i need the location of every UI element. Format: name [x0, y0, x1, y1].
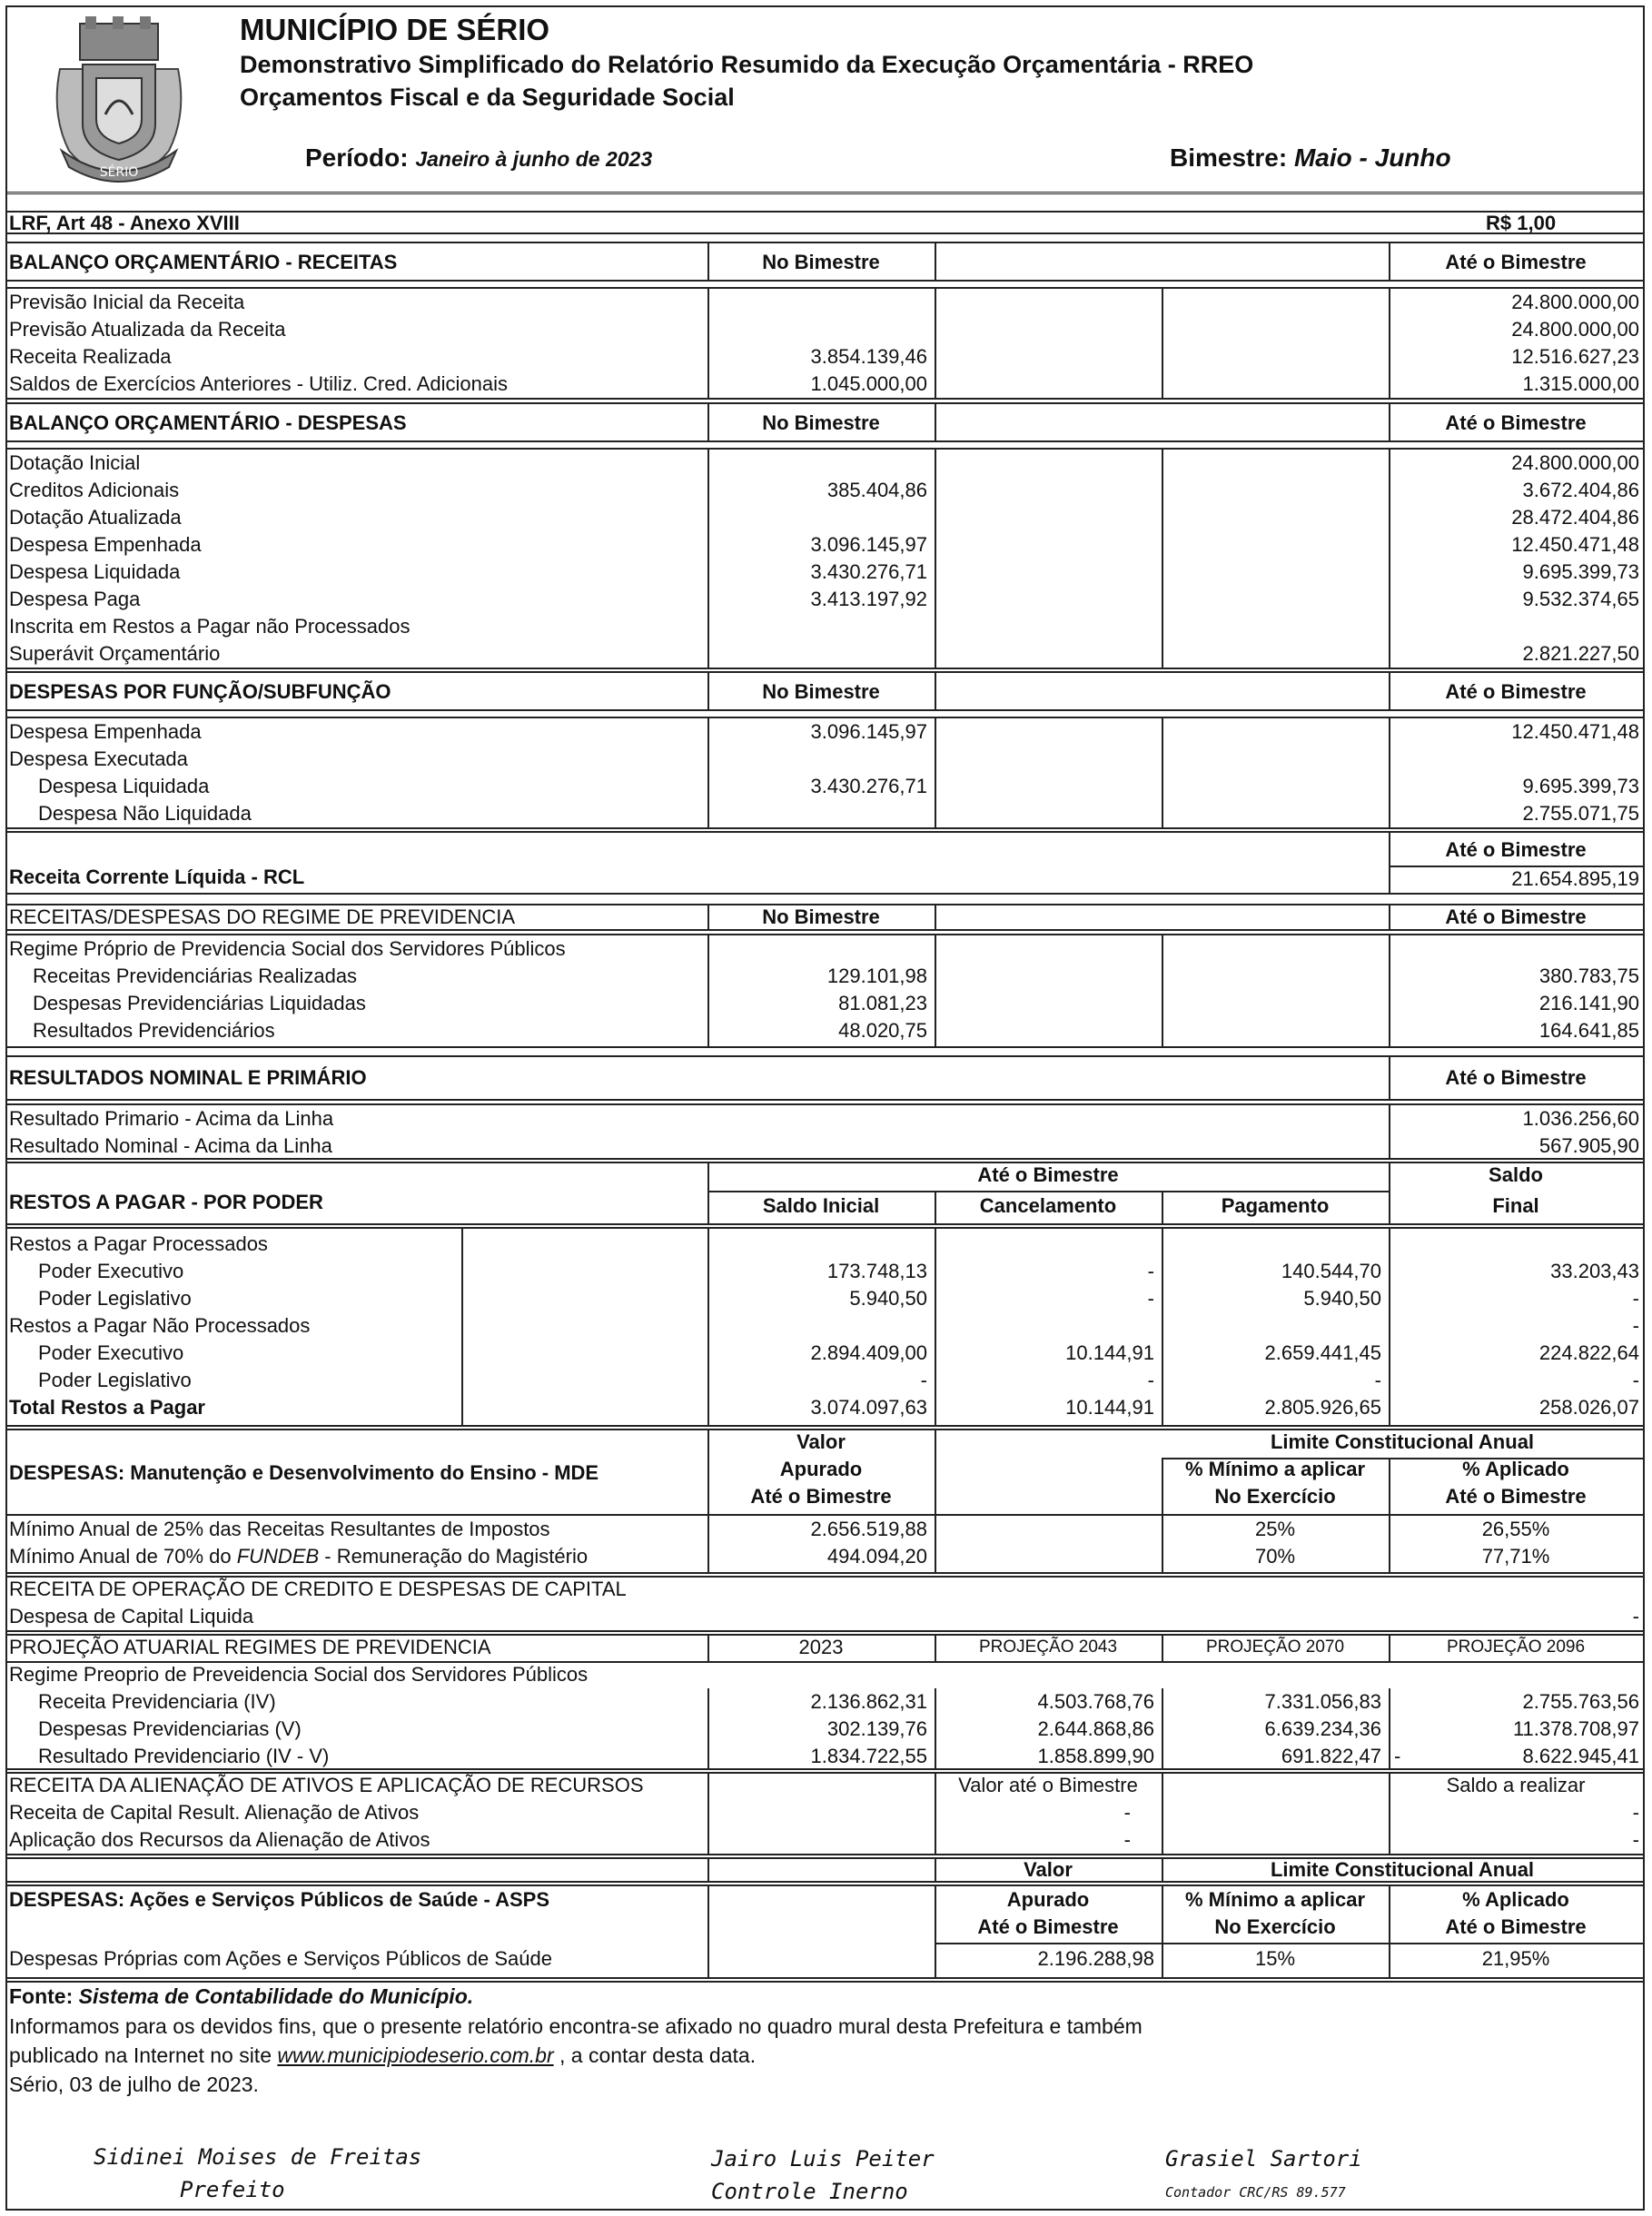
site-link[interactable]: www.municipiodeserio.com.br — [277, 2043, 554, 2067]
funcao-row-no-bimestre: 3.096.145,97 — [810, 720, 927, 743]
mde-min-h2: No Exercício — [1214, 1485, 1336, 1508]
bimestre-value: Maio - Junho — [1293, 143, 1451, 172]
alienacao-valor-h: Valor até o Bimestre — [958, 1774, 1138, 1796]
receitas-row-label: Saldos de Exercícios Anteriores - Utiliz. Cred. Adicionais — [9, 372, 509, 395]
alienacao-row1-valor: - — [1123, 1801, 1131, 1824]
projecao-row-value: 8.622.945,41 — [1522, 1745, 1639, 1767]
mde-row2-label: Mínimo Anual de 70% do FUNDEB - Remuneração do Magistério — [9, 1545, 589, 1568]
alienacao-row2-valor: - — [1123, 1828, 1131, 1851]
resultados-header — [5, 1055, 1645, 1101]
despesas-row-no-bimestre — [707, 504, 927, 531]
col-ate-bimestre: Até o Bimestre — [1445, 905, 1587, 928]
receitas-row-ate-bimestre: 24.800.000,00 — [1511, 291, 1639, 313]
projecao-row-value: 2.644.868,86 — [1037, 1717, 1154, 1740]
asps-section — [5, 1885, 1645, 1979]
funcao-row-no-bimestre — [707, 800, 927, 827]
rcl-title: Receita Corrente Líquida - RCL — [9, 866, 305, 888]
municipality-title: MUNICÍPIO DE SÉRIO — [240, 13, 550, 46]
despesas-row-label: Inscrita em Restos a Pagar não Processados — [9, 615, 411, 638]
restos-title: RESTOS A PAGAR - POR PODER — [9, 1191, 323, 1213]
proj-col-2023: 2023 — [798, 1636, 844, 1658]
prev-table — [5, 934, 1645, 1048]
despesas-row-ate-bimestre: 24.800.000,00 — [1511, 451, 1639, 474]
resultados-table — [5, 1103, 1645, 1160]
despesas-title: BALANÇO ORÇAMENTÁRIO - DESPESAS — [9, 411, 407, 434]
period-value: Janeiro à junho de 2023 — [415, 147, 653, 171]
restos-row-label: Poder Legislativo — [38, 1369, 192, 1391]
footer-line1: Informamos para os devidos fins, que o presente relatório encontra-se afixado no quadro mural desta Prefeitura e também — [9, 2014, 1143, 2038]
col-no-bimestre: No Bimestre — [762, 680, 880, 703]
projecao-row-value: 1.834.722,55 — [810, 1745, 927, 1767]
despesas-row-ate-bimestre — [1389, 613, 1639, 640]
projecao-row-value: 1.858.899,90 — [1037, 1745, 1154, 1767]
asps-row-min: 15% — [1254, 1947, 1296, 1970]
mde-row1-apl: 26,55% — [1481, 1518, 1550, 1540]
alienacao-section — [5, 1772, 1645, 1855]
mde-row2-apl: 77,71% — [1481, 1545, 1550, 1568]
col-saldo-final: Final — [1492, 1194, 1539, 1217]
funcao-row-ate-bimestre: 9.695.399,73 — [1522, 775, 1639, 797]
projecao-row-value: 11.378.708,97 — [1512, 1717, 1639, 1740]
asps-row-valor: 2.196.288,98 — [1037, 1947, 1154, 1970]
asps-row-label: Despesas Próprias com Ações e Serviços Públicos de Saúde — [9, 1947, 552, 1970]
prev-row-no-bimestre: 48.020,75 — [838, 1019, 927, 1042]
receitas-title: BALANÇO ORÇAMENTÁRIO - RECEITAS — [9, 251, 398, 273]
alienacao-row2-label: Aplicação dos Recursos da Alienação de Ativos — [9, 1828, 430, 1851]
bimestre-label: Bimestre: — [1170, 143, 1288, 172]
despesas-row-no-bimestre: 3.096.145,97 — [810, 533, 927, 556]
restos-row-label: Restos a Pagar Não Processados — [9, 1314, 311, 1337]
mde-apl-h: % Aplicado — [1462, 1458, 1569, 1480]
report-subtitle: Demonstrativo Simplificado do Relatório Resumido da Execução Orçamentária - RREO — [240, 51, 1254, 78]
signature-controle-role: Controle Inerno — [711, 2179, 908, 2204]
restos-row-label: Poder Executivo — [38, 1260, 184, 1282]
funcao-row-label: Despesa Executada — [9, 747, 188, 770]
despesas-row-no-bimestre: 3.413.197,92 — [810, 588, 927, 610]
period-label: Período: — [305, 143, 409, 172]
receitas-row-label: Previsão Inicial da Receita — [9, 291, 245, 313]
despesas-row-ate-bimestre: 3.672.404,86 — [1522, 479, 1639, 501]
projecao-row-value: 6.639.234,36 — [1264, 1717, 1381, 1740]
projecao-neg-sign: - — [1394, 1745, 1401, 1767]
despesas-row-ate-bimestre: 9.695.399,73 — [1522, 560, 1639, 583]
restos-row-label: Poder Legislativo — [38, 1287, 192, 1310]
restos-row-value: 33.203,43 — [1550, 1260, 1639, 1282]
rcl-value: 21.654.895,19 — [1511, 867, 1639, 890]
proj-col-2070: PROJEÇÃO 2070 — [1205, 1637, 1345, 1657]
restos-row-value: - — [1374, 1369, 1381, 1391]
projecao-row-value: 691.822,47 — [1281, 1745, 1381, 1767]
despesas-row-ate-bimestre: 2.821.227,50 — [1522, 642, 1639, 665]
restos-row-label: Poder Executivo — [38, 1341, 184, 1364]
restos-row-value: 10.144,91 — [1065, 1396, 1154, 1419]
funcao-row-no-bimestre: 3.430.276,71 — [810, 775, 927, 797]
unit-label: R$ 1,00 — [1486, 212, 1557, 234]
mde-apl-h2: Até o Bimestre — [1445, 1485, 1587, 1508]
funcao-table — [5, 717, 1645, 829]
mde-title: DESPESAS: Manutenção e Desenvolvimento do Ensino - MDE — [9, 1461, 599, 1484]
receitas-row-label: Receita Realizada — [9, 345, 172, 368]
mde-limite-h: Limite Constitucional Anual — [1270, 1430, 1535, 1453]
mde-min-h: % Mínimo a aplicar — [1184, 1458, 1366, 1480]
funcao-row-label: Despesa Empenhada — [9, 720, 202, 743]
projecao-row-label: Resultado Previdenciario (IV - V) — [38, 1745, 330, 1767]
asps-ate-h: Até o Bimestre — [977, 1915, 1119, 1938]
projecao-row-value: 302.139,76 — [826, 1717, 927, 1740]
credito-section — [5, 1576, 1645, 1632]
resultados-row-value: 1.036.256,60 — [1522, 1107, 1639, 1130]
receitas-row-no-bimestre — [707, 289, 927, 316]
col-ate-bimestre: Até o Bimestre — [1445, 838, 1587, 861]
alienacao-row1-label: Receita de Capital Result. Alienação de Ativos — [9, 1801, 420, 1824]
projecao-row-value: 4.503.768,76 — [1037, 1690, 1154, 1713]
prev-row-ate-bimestre: 380.783,75 — [1538, 965, 1639, 987]
restos-row-value: 224.822,64 — [1538, 1341, 1639, 1364]
restos-row-value — [707, 1231, 927, 1258]
funcao-row-label: Despesa Não Liquidada — [38, 802, 252, 825]
asps-title: DESPESAS: Ações e Serviços Públicos de Saúde - ASPS — [9, 1888, 550, 1911]
restos-row-value — [707, 1312, 927, 1340]
projecao-title: PROJEÇÃO ATUARIAL REGIMES DE PREVIDENCIA — [9, 1636, 491, 1658]
despesas-row-label: Despesa Liquidada — [9, 560, 181, 583]
prev-title: RECEITAS/DESPESAS DO REGIME DE PREVIDENCIA — [9, 905, 516, 928]
receitas-row-no-bimestre: 3.854.139,46 — [810, 345, 927, 368]
lrf-bar — [5, 211, 1645, 234]
asps-valor-h: Valor — [1024, 1858, 1073, 1881]
proj-col-2043: PROJEÇÃO 2043 — [978, 1637, 1118, 1657]
bimestre — [1170, 143, 1451, 173]
projecao-row-value: 2.136.862,31 — [810, 1690, 927, 1713]
restos-row-value: - — [1632, 1314, 1639, 1337]
prev-header — [5, 904, 1645, 931]
asps-min-h2: No Exercício — [1214, 1915, 1336, 1938]
resultados-row-label: Resultado Primario - Acima da Linha — [9, 1107, 334, 1130]
asps-min-h: % Mínimo a aplicar — [1184, 1888, 1366, 1911]
mde-row1-valor: 2.656.519,88 — [810, 1518, 927, 1540]
despesas-row-no-bimestre — [707, 640, 927, 668]
mde-apurado-h: Apurado — [779, 1458, 863, 1480]
prev-group: Regime Próprio de Previdencia Social dos Servidores Públicos — [9, 937, 566, 960]
restos-row-value: - — [1147, 1369, 1154, 1391]
receitas-row-label: Previsão Atualizada da Receita — [9, 318, 286, 341]
restos-row-value — [1162, 1231, 1381, 1258]
resultados-title: RESULTADOS NOMINAL E PRIMÁRIO — [9, 1066, 367, 1089]
col-ate-bimestre: Até o Bimestre — [1445, 251, 1587, 273]
signature-controle-name: Jairo Luis Peiter — [711, 2146, 935, 2171]
mde-row1-min: 25% — [1254, 1518, 1296, 1540]
asps-apurado-h: Apurado — [1006, 1888, 1090, 1911]
alienacao-row1-saldo: - — [1632, 1801, 1639, 1824]
projecao-group: Regime Preoprio de Preveidencia Social dos Servidores Públicos — [9, 1663, 589, 1686]
despesas-row-no-bimestre — [707, 450, 927, 477]
restos-row-label: Restos a Pagar Processados — [9, 1232, 268, 1255]
asps-limite-h: Limite Constitucional Anual — [1270, 1858, 1535, 1881]
despesas-row-label: Despesa Empenhada — [9, 533, 202, 556]
restos-row-value: - — [920, 1369, 927, 1391]
alienacao-title: RECEITA DA ALIENAÇÃO DE ATIVOS E APLICAÇÃO DE RECURSOS — [9, 1774, 644, 1796]
mde-valor-h: Valor — [796, 1430, 846, 1453]
signature-prefeito-name: Sidinei Moises de Freitas — [94, 2144, 422, 2170]
funcao-row-ate-bimestre — [1389, 746, 1639, 773]
projecao-row-label: Despesas Previdenciarias (V) — [38, 1717, 302, 1740]
despesas-row-no-bimestre: 3.430.276,71 — [810, 560, 927, 583]
receitas-row-ate-bimestre: 12.516.627,23 — [1511, 345, 1639, 368]
asps-apl-h: % Aplicado — [1462, 1888, 1569, 1911]
col-no-bimestre: No Bimestre — [762, 411, 880, 434]
restos-row-value: 5.940,50 — [1303, 1287, 1381, 1310]
restos-row-value — [1162, 1312, 1381, 1340]
despesas-row-ate-bimestre: 28.472.404,86 — [1511, 506, 1639, 529]
report-header — [5, 5, 1645, 194]
funcao-row-ate-bimestre: 2.755.071,75 — [1522, 802, 1639, 825]
footer-line3: Sério, 03 de julho de 2023. — [9, 2073, 259, 2096]
receitas-row-no-bimestre — [707, 316, 927, 343]
mde-ate-h: Até o Bimestre — [750, 1485, 892, 1508]
restos-row-value — [935, 1312, 1154, 1340]
despesas-row-label: Creditos Adicionais — [9, 479, 180, 501]
projecao-row-value: 2.755.763,56 — [1522, 1690, 1639, 1713]
receitas-table — [5, 287, 1645, 400]
despesas-row-no-bimestre — [707, 613, 927, 640]
footer — [5, 1981, 1645, 2211]
funcao-row-label: Despesa Liquidada — [38, 775, 210, 797]
signature-contador-name: Grasiel Sartori — [1165, 2146, 1362, 2171]
restos-row-value: 2.805.926,65 — [1264, 1396, 1381, 1419]
lrf-label: LRF, Art 48 - Anexo XVIII — [9, 212, 240, 234]
crest-text: SÉRIO — [99, 165, 139, 180]
despesas-row-label: Dotação Atualizada — [9, 506, 182, 529]
col-ate-bimestre: Até o Bimestre — [1445, 680, 1587, 703]
alienacao-row2-saldo: - — [1632, 1828, 1639, 1851]
asps-top-header — [5, 1857, 1645, 1883]
prev-row-no-bimestre: 129.101,98 — [826, 965, 927, 987]
credito-row-label: Despesa de Capital Liquida — [9, 1605, 254, 1627]
prev-row-label: Resultados Previdenciários — [33, 1019, 275, 1042]
restos-row-value: 258.026,07 — [1538, 1396, 1639, 1419]
funcao-header — [5, 671, 1645, 711]
despesas-row-label: Dotação Inicial — [9, 451, 141, 474]
asps-apl-h2: Até o Bimestre — [1445, 1915, 1587, 1938]
credito-row-value: - — [1632, 1605, 1639, 1627]
proj-col-2096: PROJEÇÃO 2096 — [1446, 1637, 1586, 1657]
mde-row2-valor: 494.094,20 — [826, 1545, 927, 1568]
restos-row-value: 173.748,13 — [826, 1260, 927, 1282]
restos-header — [5, 1162, 1645, 1225]
resultados-row-label: Resultado Nominal - Acima da Linha — [9, 1134, 332, 1157]
despesas-row-ate-bimestre: 9.532.374,65 — [1522, 588, 1639, 610]
funcao-row-ate-bimestre: 12.450.471,48 — [1511, 720, 1639, 743]
rcl-section — [5, 831, 1645, 895]
col-saldo-top: Saldo — [1489, 1163, 1543, 1186]
restos-row-value — [1389, 1231, 1639, 1258]
restos-row-value: 3.074.097,63 — [810, 1396, 927, 1419]
despesas-row-label: Superávit Orçamentário — [9, 642, 221, 665]
col-ate-bimestre: Até o Bimestre — [1445, 411, 1587, 434]
receitas-row-no-bimestre: 1.045.000,00 — [810, 372, 927, 395]
despesas-header — [5, 402, 1645, 442]
col-saldo-inicial: Saldo Inicial — [762, 1194, 880, 1217]
restos-row-value — [935, 1231, 1154, 1258]
municipal-crest-icon — [42, 15, 196, 187]
funcao-title: DESPESAS POR FUNÇÃO/SUBFUNÇÃO — [9, 680, 391, 703]
restos-row-value: - — [1147, 1260, 1154, 1282]
restos-row-value: - — [1632, 1369, 1639, 1391]
receitas-row-ate-bimestre: 24.800.000,00 — [1511, 318, 1639, 341]
col-no-bimestre: No Bimestre — [762, 905, 880, 928]
resultados-row-value: 567.905,90 — [1538, 1134, 1639, 1157]
col-pagamento: Pagamento — [1221, 1194, 1330, 1217]
prev-row-ate-bimestre: 164.641,85 — [1538, 1019, 1639, 1042]
prev-row-label: Despesas Previdenciárias Liquidadas — [33, 992, 366, 1014]
despesas-row-label: Despesa Paga — [9, 588, 141, 610]
restos-top-header: Até o Bimestre — [977, 1163, 1119, 1186]
despesas-row-no-bimestre: 385.404,86 — [826, 479, 927, 501]
funcao-row-no-bimestre — [707, 746, 927, 773]
asps-row-apl: 21,95% — [1481, 1947, 1550, 1970]
despesas-table — [5, 448, 1645, 669]
restos-row-label: Total Restos a Pagar — [9, 1396, 205, 1419]
restos-row-value: - — [1632, 1287, 1639, 1310]
report-subtitle-2: Orçamentos Fiscal e da Seguridade Social — [240, 84, 735, 111]
projecao-row-label: Receita Previdenciaria (IV) — [38, 1690, 276, 1713]
fonte: Fonte: Sistema de Contabilidade do Município. — [9, 1984, 474, 2008]
alienacao-saldo-h: Saldo a realizar — [1446, 1774, 1586, 1796]
col-cancelamento: Cancelamento — [979, 1194, 1117, 1217]
restos-row-value: - — [1147, 1287, 1154, 1310]
col-ate-bimestre: Até o Bimestre — [1445, 1066, 1587, 1089]
period — [305, 143, 652, 173]
signature-contador-role: Contador CRC/RS 89.577 — [1165, 2184, 1346, 2201]
mde-section — [5, 1429, 1645, 1574]
restos-table — [5, 1227, 1645, 1427]
restos-row-value: 140.544,70 — [1281, 1260, 1381, 1282]
footer-line2: publicado na Internet no site www.municipiodeserio.com.br , a contar desta data. — [9, 2043, 757, 2067]
mde-row2-min: 70% — [1254, 1545, 1296, 1568]
prev-row-ate-bimestre: 216.141,90 — [1538, 992, 1639, 1014]
signature-prefeito-role: Prefeito — [180, 2177, 285, 2202]
receitas-header — [5, 242, 1645, 282]
prev-row-label: Receitas Previdenciárias Realizadas — [33, 965, 358, 987]
receitas-row-ate-bimestre: 1.315.000,00 — [1522, 372, 1639, 395]
credito-title: RECEITA DE OPERAÇÃO DE CREDITO E DESPESAS DE CAPITAL — [9, 1578, 627, 1600]
projecao-section — [5, 1634, 1645, 1770]
prev-row-no-bimestre: 81.081,23 — [838, 992, 927, 1014]
restos-row-value: 10.144,91 — [1065, 1341, 1154, 1364]
mde-row1-label: Mínimo Anual de 25% das Receitas Resultantes de Impostos — [9, 1518, 550, 1540]
despesas-row-ate-bimestre: 12.450.471,48 — [1511, 533, 1639, 556]
col-no-bimestre: No Bimestre — [762, 251, 880, 273]
projecao-row-value: 7.331.056,83 — [1264, 1690, 1381, 1713]
restos-row-value: 2.659.441,45 — [1264, 1341, 1381, 1364]
restos-row-value: 2.894.409,00 — [810, 1341, 927, 1364]
restos-row-value: 5.940,50 — [849, 1287, 927, 1310]
